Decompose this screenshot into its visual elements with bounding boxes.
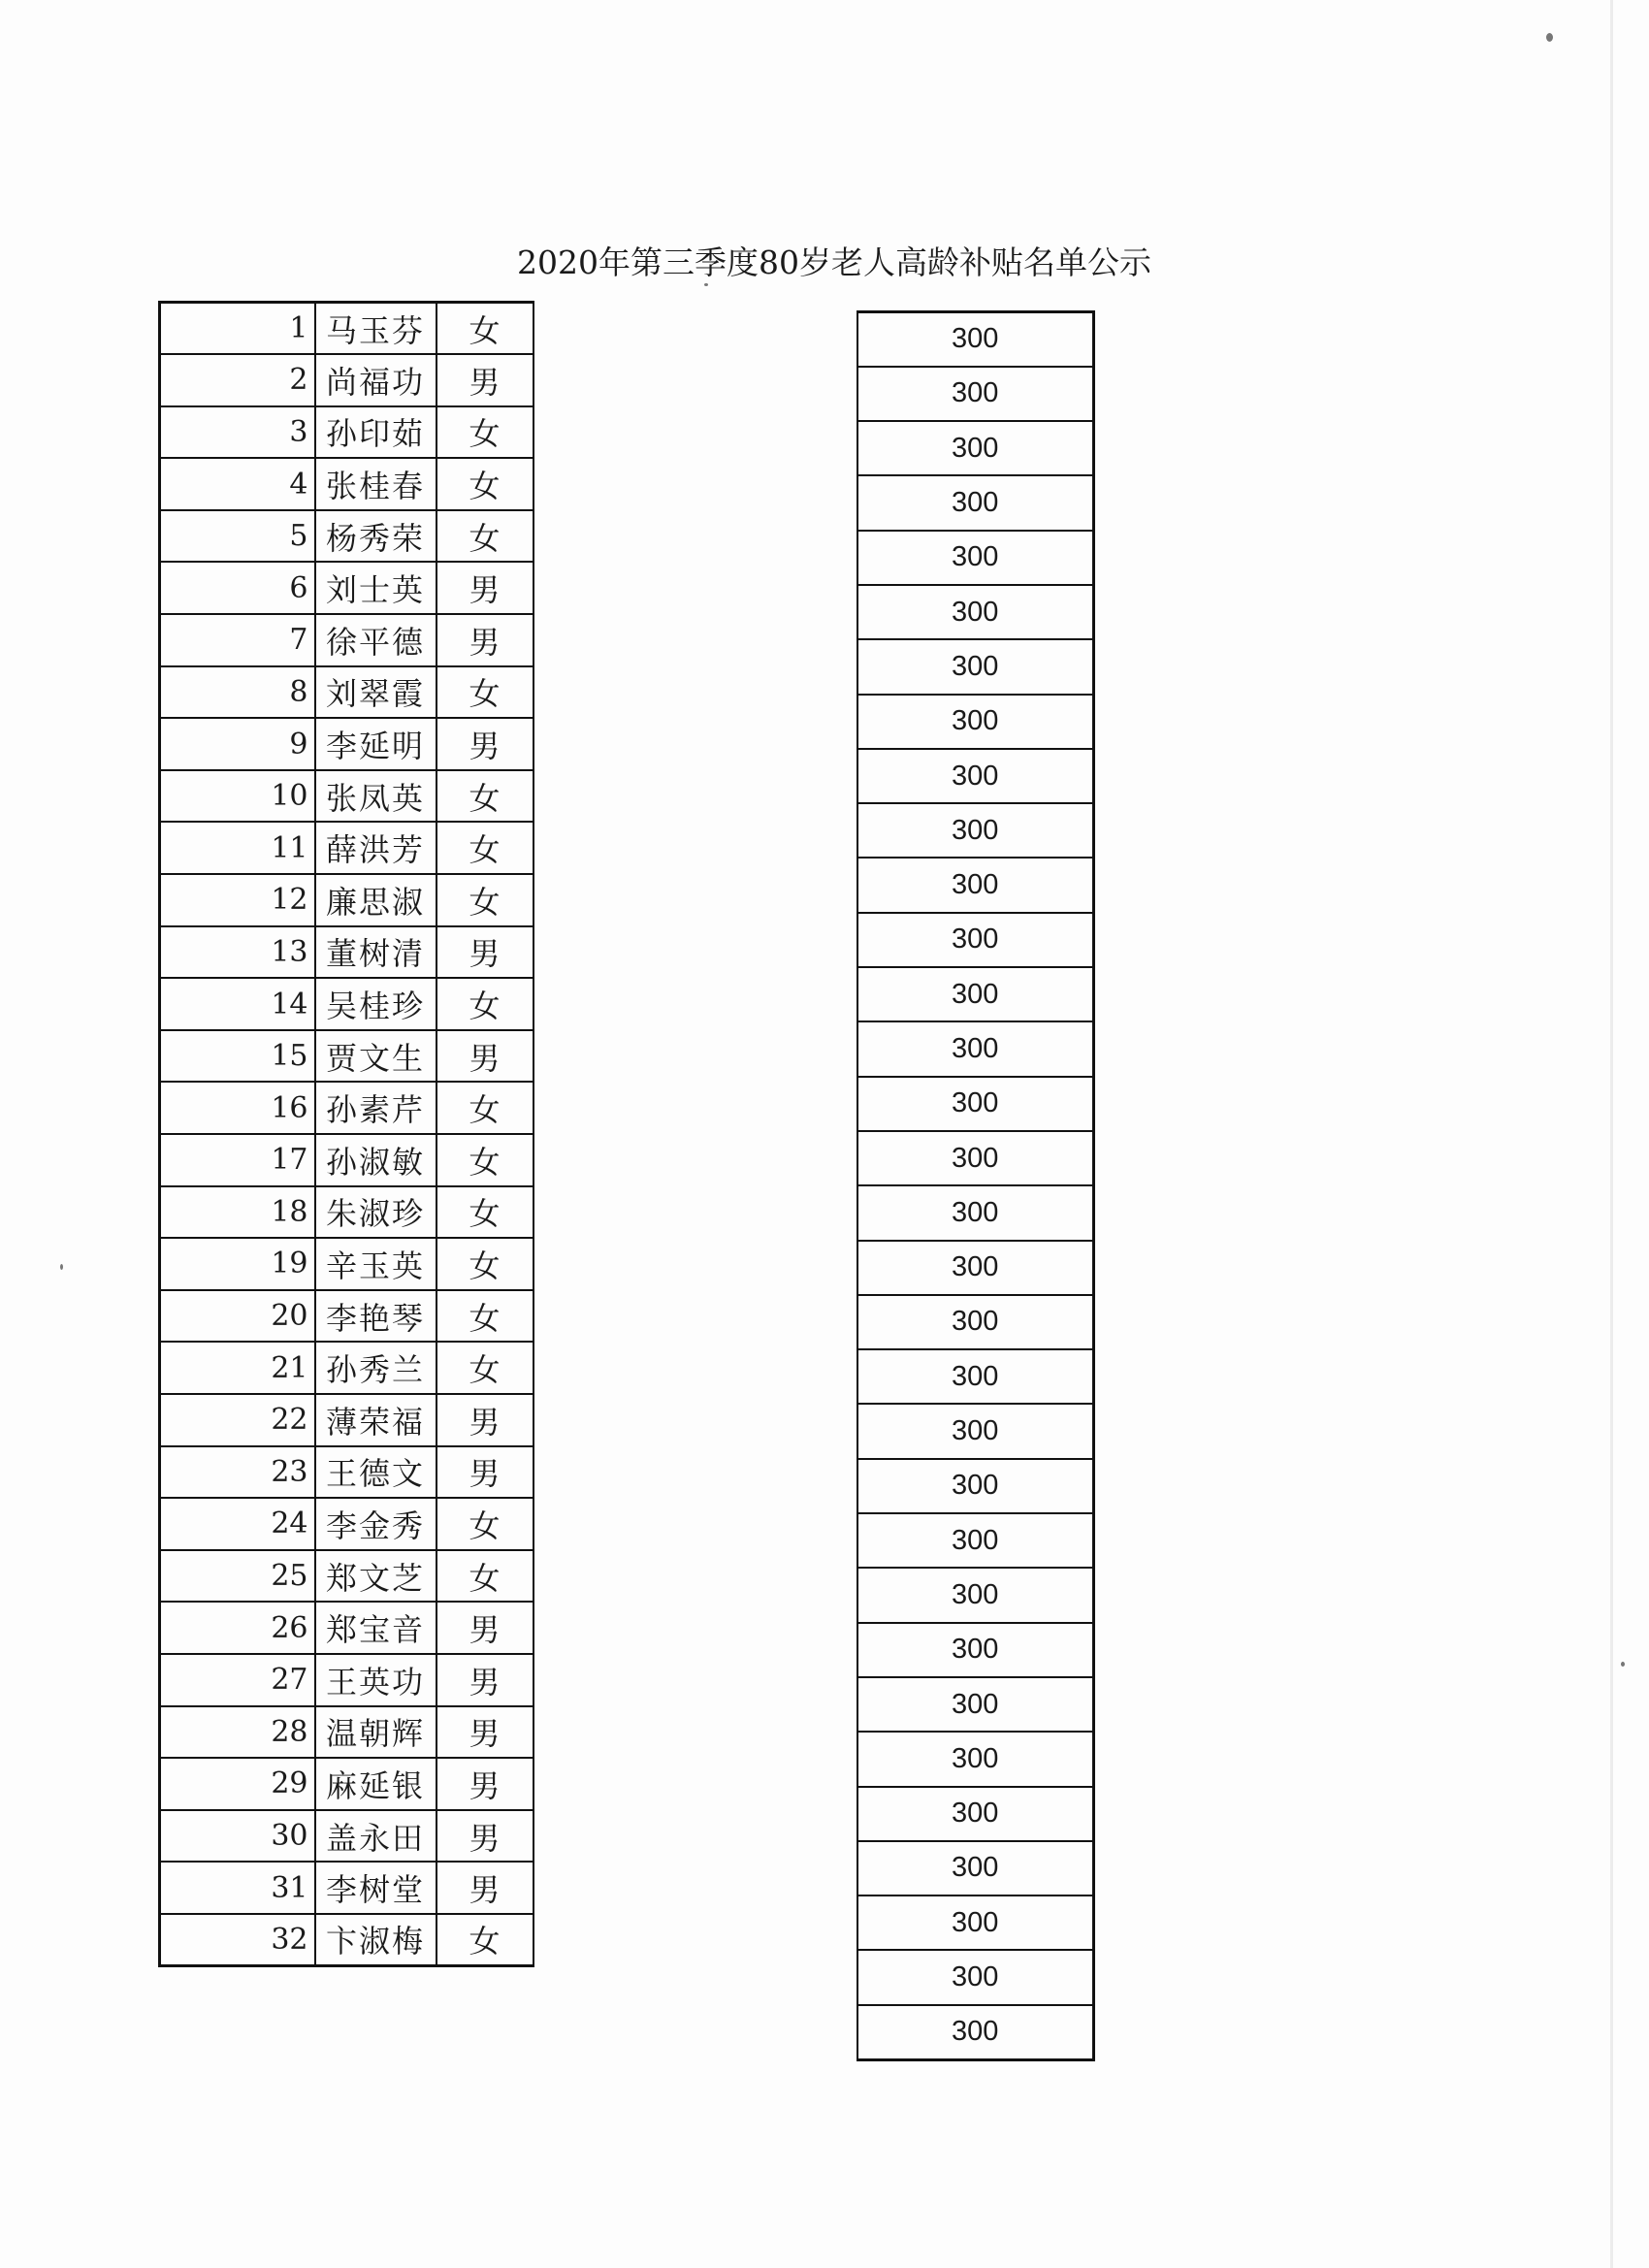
recipient-name: 刘士英 bbox=[315, 562, 436, 614]
scan-edge bbox=[1610, 0, 1613, 2268]
recipient-name: 李金秀 bbox=[315, 1498, 436, 1550]
row-number: 2 bbox=[160, 354, 315, 406]
subsidy-amount: 300 bbox=[857, 1021, 1093, 1076]
table-row bbox=[857, 1021, 1093, 1076]
subsidy-amount: 300 bbox=[857, 585, 1093, 639]
recipient-gender: 男 bbox=[436, 1602, 534, 1654]
table-row bbox=[160, 1290, 534, 1343]
amount-table bbox=[857, 310, 1095, 2061]
subsidy-amount: 300 bbox=[857, 749, 1093, 803]
amount-table-body bbox=[857, 312, 1093, 2060]
recipient-gender: 女 bbox=[436, 510, 534, 563]
table-row bbox=[857, 1404, 1093, 1458]
subsidy-amount: 300 bbox=[857, 913, 1093, 967]
row-number: 8 bbox=[160, 666, 315, 719]
table-row bbox=[857, 531, 1093, 585]
table-row bbox=[160, 1706, 534, 1759]
recipient-gender: 女 bbox=[436, 1290, 534, 1343]
subsidy-amount: 300 bbox=[857, 1623, 1093, 1677]
scan-speck bbox=[1546, 33, 1553, 42]
recipient-gender: 女 bbox=[436, 1186, 534, 1239]
subsidy-amount: 300 bbox=[857, 1513, 1093, 1568]
recipient-name: 薛洪芳 bbox=[315, 822, 436, 874]
subsidy-amount: 300 bbox=[857, 1404, 1093, 1458]
table-row bbox=[160, 303, 534, 355]
table-row bbox=[857, 1459, 1093, 1513]
recipient-gender: 男 bbox=[436, 926, 534, 979]
recipient-name: 孙秀兰 bbox=[315, 1342, 436, 1394]
scan-speck bbox=[1621, 1662, 1625, 1667]
table-row bbox=[857, 1950, 1093, 2004]
table-row bbox=[160, 1654, 534, 1706]
table-row bbox=[857, 2005, 1093, 2059]
recipient-name: 李树堂 bbox=[315, 1862, 436, 1914]
recipient-gender: 女 bbox=[436, 303, 534, 355]
row-number: 28 bbox=[160, 1706, 315, 1759]
recipient-gender: 女 bbox=[436, 458, 534, 510]
table-row bbox=[160, 1758, 534, 1810]
recipient-gender: 女 bbox=[436, 978, 534, 1030]
row-number: 26 bbox=[160, 1602, 315, 1654]
recipient-name: 董树清 bbox=[315, 926, 436, 979]
recipient-name: 张桂春 bbox=[315, 458, 436, 510]
recipient-gender: 女 bbox=[436, 1342, 534, 1394]
subsidy-amount: 300 bbox=[857, 1732, 1093, 1786]
recipient-name: 麻延银 bbox=[315, 1758, 436, 1810]
row-number: 24 bbox=[160, 1498, 315, 1550]
table-row bbox=[160, 1810, 534, 1863]
subsidy-amount: 300 bbox=[857, 1185, 1093, 1240]
table-row bbox=[857, 421, 1093, 475]
table-row bbox=[857, 1241, 1093, 1295]
recipient-name: 朱淑珍 bbox=[315, 1186, 436, 1239]
table-row bbox=[160, 1030, 534, 1083]
table-row bbox=[857, 1787, 1093, 1841]
table-row bbox=[857, 367, 1093, 421]
subsidy-amount: 300 bbox=[857, 1349, 1093, 1404]
table-row bbox=[857, 1185, 1093, 1240]
table-row bbox=[160, 1186, 534, 1239]
table-row bbox=[160, 562, 534, 614]
table-row bbox=[160, 1446, 534, 1499]
subsidy-amount: 300 bbox=[857, 803, 1093, 858]
recipient-gender: 男 bbox=[436, 1446, 534, 1499]
table-row bbox=[160, 1550, 534, 1603]
table-row bbox=[857, 1131, 1093, 1185]
row-number: 23 bbox=[160, 1446, 315, 1499]
table-row bbox=[160, 1238, 534, 1290]
recipient-gender: 女 bbox=[436, 770, 534, 823]
row-number: 3 bbox=[160, 406, 315, 459]
subsidy-amount: 300 bbox=[857, 2005, 1093, 2059]
table-row bbox=[857, 1895, 1093, 1950]
table-row bbox=[160, 614, 534, 666]
recipient-gender: 男 bbox=[436, 562, 534, 614]
row-number: 19 bbox=[160, 1238, 315, 1290]
recipient-name: 尚福功 bbox=[315, 354, 436, 406]
subsidy-amount: 300 bbox=[857, 367, 1093, 421]
recipient-name: 郑文芝 bbox=[315, 1550, 436, 1603]
table-row bbox=[160, 770, 534, 823]
recipient-gender: 男 bbox=[436, 1758, 534, 1810]
table-row bbox=[160, 1914, 534, 1966]
table-row bbox=[857, 639, 1093, 694]
table-row bbox=[857, 585, 1093, 639]
recipient-gender: 女 bbox=[436, 666, 534, 719]
recipient-name: 刘翠霞 bbox=[315, 666, 436, 719]
recipient-gender: 女 bbox=[436, 822, 534, 874]
row-number: 31 bbox=[160, 1862, 315, 1914]
recipient-table bbox=[158, 301, 534, 1967]
row-number: 5 bbox=[160, 510, 315, 563]
recipient-gender: 女 bbox=[436, 1498, 534, 1550]
table-row bbox=[857, 749, 1093, 803]
subsidy-amount: 300 bbox=[857, 695, 1093, 749]
subsidy-amount: 300 bbox=[857, 858, 1093, 912]
recipient-gender: 女 bbox=[436, 406, 534, 459]
recipient-name: 王英功 bbox=[315, 1654, 436, 1706]
table-row bbox=[160, 1862, 534, 1914]
subsidy-amount: 300 bbox=[857, 475, 1093, 530]
subsidy-amount: 300 bbox=[857, 1841, 1093, 1895]
table-row bbox=[857, 1568, 1093, 1622]
recipient-name: 吴桂珍 bbox=[315, 978, 436, 1030]
row-number: 12 bbox=[160, 874, 315, 926]
recipient-gender: 男 bbox=[436, 614, 534, 666]
subsidy-amount: 300 bbox=[857, 312, 1093, 367]
subsidy-amount: 300 bbox=[857, 1787, 1093, 1841]
table-row bbox=[857, 1623, 1093, 1677]
table-row bbox=[160, 510, 534, 563]
table-row bbox=[857, 312, 1093, 367]
subsidy-amount: 300 bbox=[857, 1568, 1093, 1622]
table-row bbox=[857, 967, 1093, 1021]
table-row bbox=[857, 913, 1093, 967]
recipient-name: 张凤英 bbox=[315, 770, 436, 823]
table-row bbox=[160, 978, 534, 1030]
table-row bbox=[857, 695, 1093, 749]
recipient-name: 李艳琴 bbox=[315, 1290, 436, 1343]
table-row bbox=[857, 1677, 1093, 1732]
scan-speck bbox=[60, 1264, 63, 1270]
subsidy-amount: 300 bbox=[857, 1077, 1093, 1131]
subsidy-amount: 300 bbox=[857, 1895, 1093, 1950]
scan-speck bbox=[704, 283, 708, 286]
recipient-name: 辛玉英 bbox=[315, 1238, 436, 1290]
recipient-name: 盖永田 bbox=[315, 1810, 436, 1863]
row-number: 10 bbox=[160, 770, 315, 823]
recipient-gender: 男 bbox=[436, 1706, 534, 1759]
row-number: 17 bbox=[160, 1134, 315, 1186]
table-row bbox=[857, 803, 1093, 858]
row-number: 30 bbox=[160, 1810, 315, 1863]
subsidy-amount: 300 bbox=[857, 531, 1093, 585]
table-row bbox=[160, 926, 534, 979]
table-row bbox=[857, 1732, 1093, 1786]
subsidy-amount: 300 bbox=[857, 1295, 1093, 1349]
table-row bbox=[857, 1349, 1093, 1404]
recipient-name: 杨秀荣 bbox=[315, 510, 436, 563]
row-number: 9 bbox=[160, 718, 315, 770]
row-number: 6 bbox=[160, 562, 315, 614]
table-row bbox=[857, 1513, 1093, 1568]
subsidy-amount: 300 bbox=[857, 1241, 1093, 1295]
subsidy-amount: 300 bbox=[857, 1950, 1093, 2004]
recipient-name: 温朝辉 bbox=[315, 1706, 436, 1759]
recipient-name: 廉思淑 bbox=[315, 874, 436, 926]
table-row bbox=[160, 1498, 534, 1550]
recipient-name: 徐平德 bbox=[315, 614, 436, 666]
table-row bbox=[160, 1082, 534, 1134]
recipient-table-body bbox=[160, 303, 534, 1966]
row-number: 20 bbox=[160, 1290, 315, 1343]
table-row bbox=[160, 718, 534, 770]
row-number: 29 bbox=[160, 1758, 315, 1810]
recipient-gender: 女 bbox=[436, 874, 534, 926]
table-row bbox=[857, 1077, 1093, 1131]
subsidy-amount: 300 bbox=[857, 1677, 1093, 1732]
recipient-gender: 女 bbox=[436, 1238, 534, 1290]
table-row bbox=[857, 1295, 1093, 1349]
recipient-gender: 女 bbox=[436, 1134, 534, 1186]
row-number: 14 bbox=[160, 978, 315, 1030]
row-number: 18 bbox=[160, 1186, 315, 1239]
row-number: 4 bbox=[160, 458, 315, 510]
recipient-gender: 女 bbox=[436, 1914, 534, 1966]
recipient-gender: 男 bbox=[436, 1654, 534, 1706]
row-number: 13 bbox=[160, 926, 315, 979]
table-row bbox=[160, 666, 534, 719]
recipient-name: 贾文生 bbox=[315, 1030, 436, 1083]
subsidy-amount: 300 bbox=[857, 421, 1093, 475]
recipient-name: 孙淑敏 bbox=[315, 1134, 436, 1186]
table-row bbox=[160, 458, 534, 510]
row-number: 15 bbox=[160, 1030, 315, 1083]
subsidy-amount: 300 bbox=[857, 639, 1093, 694]
recipient-name: 王德文 bbox=[315, 1446, 436, 1499]
recipient-name: 李延明 bbox=[315, 718, 436, 770]
subsidy-amount: 300 bbox=[857, 1459, 1093, 1513]
row-number: 16 bbox=[160, 1082, 315, 1134]
table-row bbox=[160, 822, 534, 874]
recipient-gender: 男 bbox=[436, 1394, 534, 1446]
table-row bbox=[160, 354, 534, 406]
recipient-name: 郑宝音 bbox=[315, 1602, 436, 1654]
table-row bbox=[857, 1841, 1093, 1895]
table-row bbox=[160, 874, 534, 926]
row-number: 22 bbox=[160, 1394, 315, 1446]
recipient-gender: 女 bbox=[436, 1082, 534, 1134]
recipient-gender: 男 bbox=[436, 718, 534, 770]
table-row bbox=[160, 1134, 534, 1186]
recipient-name: 薄荣福 bbox=[315, 1394, 436, 1446]
row-number: 32 bbox=[160, 1914, 315, 1966]
page-title: 2020年第三季度80岁老人高龄补贴名单公示 bbox=[517, 243, 1151, 281]
row-number: 7 bbox=[160, 614, 315, 666]
recipient-name: 卞淑梅 bbox=[315, 1914, 436, 1966]
row-number: 11 bbox=[160, 822, 315, 874]
table-row bbox=[857, 475, 1093, 530]
row-number: 1 bbox=[160, 303, 315, 355]
row-number: 25 bbox=[160, 1550, 315, 1603]
recipient-name: 孙素芹 bbox=[315, 1082, 436, 1134]
table-row bbox=[160, 1394, 534, 1446]
recipient-gender: 男 bbox=[436, 1810, 534, 1863]
row-number: 27 bbox=[160, 1654, 315, 1706]
table-row bbox=[857, 858, 1093, 912]
subsidy-amount: 300 bbox=[857, 1131, 1093, 1185]
table-row bbox=[160, 1342, 534, 1394]
recipient-name: 孙印茹 bbox=[315, 406, 436, 459]
recipient-gender: 男 bbox=[436, 354, 534, 406]
subsidy-amount: 300 bbox=[857, 967, 1093, 1021]
recipient-name: 马玉芬 bbox=[315, 303, 436, 355]
recipient-gender: 男 bbox=[436, 1030, 534, 1083]
recipient-gender: 女 bbox=[436, 1550, 534, 1603]
row-number: 21 bbox=[160, 1342, 315, 1394]
table-row bbox=[160, 406, 534, 459]
table-row bbox=[160, 1602, 534, 1654]
recipient-gender: 男 bbox=[436, 1862, 534, 1914]
